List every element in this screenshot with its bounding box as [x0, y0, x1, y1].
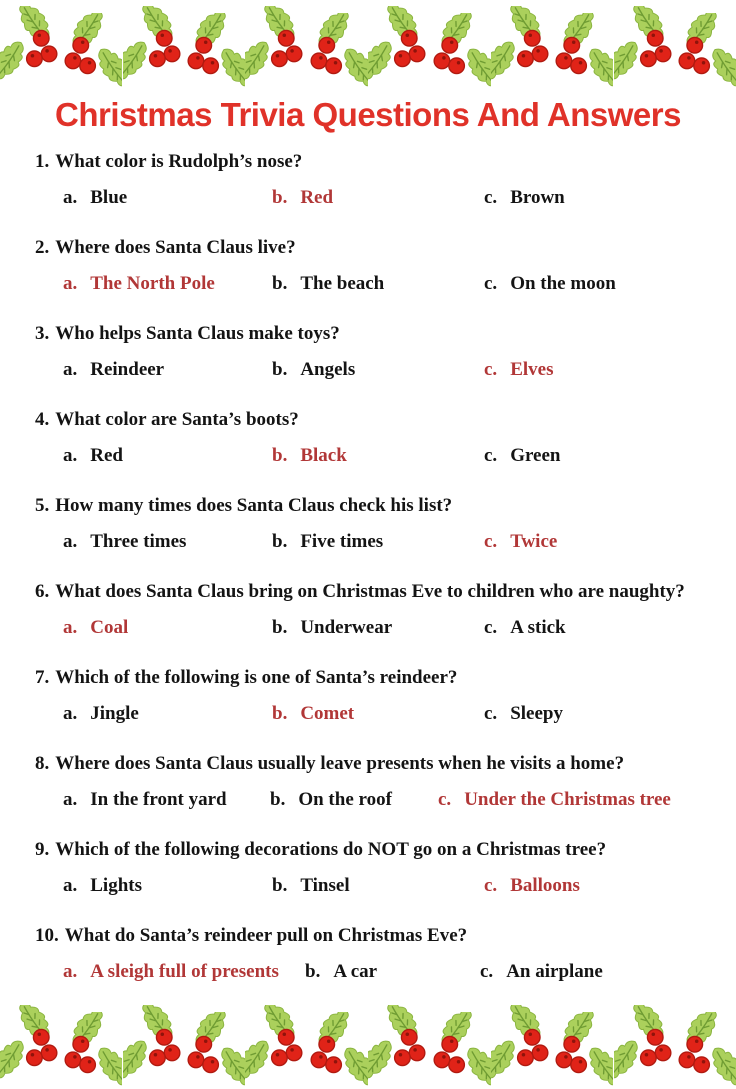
holly-border-top [0, 0, 736, 88]
question-block [35, 237, 711, 294]
question-text: How many times does Santa Claus check his list? [55, 495, 453, 516]
option-b-letter: b. [272, 875, 288, 896]
options-row [35, 359, 711, 380]
holly-sprig-icon [307, 13, 368, 88]
question-line [35, 495, 711, 516]
option-a-text: Coal [90, 617, 129, 638]
option-c-text: Under the Christmas tree [464, 789, 671, 810]
question-number: 10. [35, 925, 59, 946]
question-number: 7. [35, 667, 50, 688]
option-a-letter: a. [63, 531, 78, 552]
option-b-text: Red [300, 187, 334, 208]
option-c [484, 703, 711, 724]
question-text: Where does Santa Claus usually leave presents when he visits a home? [55, 753, 625, 774]
option-a [63, 187, 272, 208]
option-b [305, 961, 480, 982]
option-c-letter: c. [480, 961, 494, 982]
options-row [35, 445, 711, 466]
question-line [35, 237, 711, 258]
option-c-letter: c. [484, 875, 498, 896]
holly-sprig-icon [675, 13, 736, 88]
option-a [63, 273, 272, 294]
option-c-letter: c. [484, 359, 498, 380]
option-a [63, 617, 272, 638]
holly-sprig-icon [245, 1005, 306, 1087]
option-a [63, 359, 272, 380]
option-a [63, 531, 272, 552]
question-text: What color is Rudolph’s nose? [55, 151, 303, 172]
question-line [35, 839, 711, 860]
option-c [484, 617, 711, 638]
option-b-letter: b. [272, 359, 288, 380]
question-line [35, 925, 711, 946]
questions-list [0, 151, 736, 982]
question-line [35, 667, 711, 688]
option-c-text: Brown [510, 187, 565, 208]
question-line [35, 753, 711, 774]
holly-sprig-icon [368, 6, 429, 88]
option-a-letter: a. [63, 703, 78, 724]
option-b-text: Underwear [300, 617, 393, 638]
option-b-text: Five times [300, 531, 384, 552]
option-a-text: In the front yard [90, 789, 227, 810]
option-a-letter: a. [63, 617, 78, 638]
option-a-letter: a. [63, 445, 78, 466]
option-b-text: Black [300, 445, 347, 466]
question-text: What color are Santa’s boots? [55, 409, 299, 430]
options-row [35, 703, 711, 724]
holly-sprig-icon [123, 6, 184, 88]
question-text: What do Santa’s reindeer pull on Christmas Eve? [64, 925, 468, 946]
option-b-text: A car [333, 961, 378, 982]
holly-sprig-icon [552, 1012, 613, 1089]
question-number: 1. [35, 151, 50, 172]
option-b-text: Comet [300, 703, 355, 724]
option-c-text: A stick [510, 617, 566, 638]
option-c [484, 531, 711, 552]
option-b-text: The beach [300, 273, 385, 294]
holly-sprig-icon [614, 6, 675, 88]
option-a [63, 703, 272, 724]
option-a-letter: a. [63, 961, 78, 982]
question-text: Which of the following is one of Santa’s reindeer? [55, 667, 458, 688]
option-a-text: Reindeer [90, 359, 165, 380]
holly-sprig-icon [245, 6, 306, 88]
option-a-text: Blue [90, 187, 128, 208]
option-a-text: Jingle [90, 703, 139, 724]
option-c-letter: c. [438, 789, 452, 810]
option-a-letter: a. [63, 875, 78, 896]
question-line [35, 323, 711, 344]
option-b [272, 617, 484, 638]
option-b-text: Tinsel [300, 875, 350, 896]
option-b [272, 445, 484, 466]
question-number: 8. [35, 753, 50, 774]
question-block [35, 581, 711, 638]
option-a-text: The North Pole [90, 273, 215, 294]
question-block [35, 925, 711, 982]
option-a-text: A sleigh full of presents [90, 961, 279, 982]
holly-sprig-icon [368, 1005, 429, 1087]
question-number: 2. [35, 237, 50, 258]
question-line [35, 409, 711, 430]
option-c-text: Elves [510, 359, 554, 380]
option-a [63, 875, 272, 896]
question-text: Who helps Santa Claus make toys? [55, 323, 340, 344]
option-a [63, 961, 305, 982]
option-b-text: Angels [300, 359, 356, 380]
option-b-letter: b. [272, 703, 288, 724]
option-c-text: An airplane [506, 961, 603, 982]
holly-sprig-icon [430, 13, 491, 88]
question-line [35, 151, 711, 172]
option-a-text: Lights [90, 875, 142, 896]
option-b-letter: b. [272, 187, 288, 208]
options-row [35, 961, 711, 982]
option-c [484, 359, 711, 380]
options-row [35, 187, 711, 208]
option-a [63, 789, 270, 810]
options-row [35, 789, 711, 810]
option-a-letter: a. [63, 187, 78, 208]
option-c-text: Sleepy [510, 703, 563, 724]
option-b-text: On the roof [298, 789, 392, 810]
option-c-letter: c. [484, 617, 498, 638]
holly-sprig-icon [552, 13, 613, 88]
question-block [35, 151, 711, 208]
question-block [35, 753, 711, 810]
holly-sprig-icon [0, 1005, 61, 1087]
question-number: 5. [35, 495, 50, 516]
holly-sprig-icon [491, 6, 552, 88]
question-block [35, 495, 711, 552]
option-c-letter: c. [484, 445, 498, 466]
option-b [272, 531, 484, 552]
option-b [272, 703, 484, 724]
question-block [35, 839, 711, 896]
holly-sprig-icon [675, 1012, 736, 1089]
option-b-letter: b. [272, 531, 288, 552]
question-line [35, 581, 711, 602]
options-row [35, 875, 711, 896]
option-a [63, 445, 272, 466]
holly-sprig-icon [430, 1012, 491, 1089]
question-number: 9. [35, 839, 50, 860]
holly-sprig-icon [61, 1012, 122, 1089]
option-b-letter: b. [272, 617, 288, 638]
question-number: 3. [35, 323, 50, 344]
question-block [35, 409, 711, 466]
question-block [35, 667, 711, 724]
option-c [484, 875, 711, 896]
option-b [272, 187, 484, 208]
question-number: 4. [35, 409, 50, 430]
holly-sprig-icon [614, 1005, 675, 1087]
question-text: What does Santa Claus bring on Christmas Eve to children who are naughty? [55, 581, 685, 602]
question-text: Which of the following decorations do NOT go on a Christmas tree? [55, 839, 607, 860]
option-c [484, 273, 711, 294]
option-b-letter: b. [272, 273, 288, 294]
options-row [35, 531, 711, 552]
option-a-letter: a. [63, 273, 78, 294]
option-b [272, 273, 484, 294]
holly-sprig-icon [61, 13, 122, 88]
holly-border-bottom [0, 1005, 736, 1089]
option-c [484, 445, 711, 466]
option-c-text: Green [510, 445, 561, 466]
option-b [272, 359, 484, 380]
option-c-letter: c. [484, 703, 498, 724]
option-b [270, 789, 438, 810]
holly-sprig-icon [123, 1005, 184, 1087]
option-c [484, 187, 711, 208]
holly-sprig-icon [307, 1012, 368, 1089]
option-a-letter: a. [63, 789, 78, 810]
option-a-text: Three times [90, 531, 187, 552]
question-text: Where does Santa Claus live? [55, 237, 296, 258]
option-b-letter: b. [305, 961, 321, 982]
option-b-letter: b. [272, 445, 288, 466]
holly-sprig-icon [184, 1012, 245, 1089]
holly-sprig-icon [184, 13, 245, 88]
option-c-letter: c. [484, 273, 498, 294]
option-c-text: Twice [510, 531, 558, 552]
option-a-text: Red [90, 445, 123, 466]
option-c-letter: c. [484, 187, 498, 208]
option-b [272, 875, 484, 896]
question-number: 6. [35, 581, 50, 602]
options-row [35, 273, 711, 294]
holly-sprig-icon [0, 6, 61, 88]
option-c-text: Balloons [510, 875, 580, 896]
page-title: Christmas Trivia Questions And Answers [55, 96, 681, 133]
options-row [35, 617, 711, 638]
holly-sprig-icon [491, 1005, 552, 1087]
question-block [35, 323, 711, 380]
option-a-letter: a. [63, 359, 78, 380]
option-c-letter: c. [484, 531, 498, 552]
option-c-text: On the moon [510, 273, 616, 294]
option-b-letter: b. [270, 789, 286, 810]
option-c [438, 789, 711, 810]
option-c [480, 961, 711, 982]
